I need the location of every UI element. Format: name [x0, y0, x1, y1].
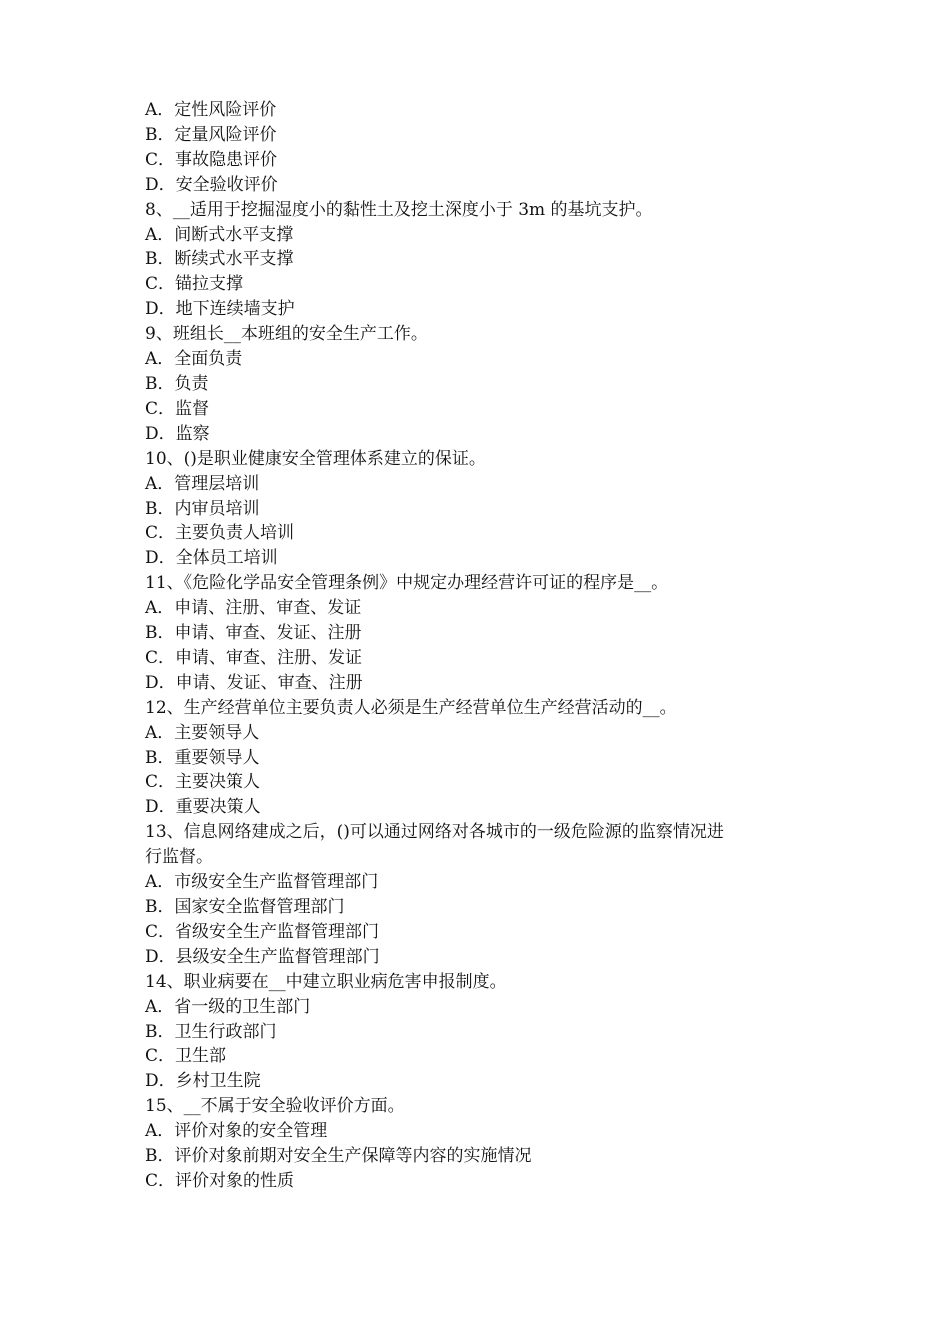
answer-option: A．定性风险评价 — [145, 100, 277, 120]
answer-option: B．评价对象前期对安全生产保障等内容的实施情况 — [145, 1146, 532, 1167]
answer-option: D．安全验收评价 — [145, 174, 278, 195]
answer-option: C．锚拉支撑 — [145, 274, 244, 295]
answer-option: A．申请、注册、审查、发证 — [145, 598, 362, 619]
answer-option: C．事故隐患评价 — [145, 149, 278, 170]
question-text: 12、生产经营单位主要负责人必须是生产经营单位生产经营活动的__。 — [145, 697, 677, 718]
question-text: 10、()是职业健康安全管理体系建立的保证。 — [145, 448, 486, 469]
answer-option: B．国家安全监督管理部门 — [145, 897, 345, 917]
question-text: 14、职业病要在__中建立职业病危害申报制度。 — [145, 971, 507, 992]
answer-option: A．主要领导人 — [145, 722, 260, 743]
answer-option: C．监督 — [145, 398, 210, 419]
question-text: 13、信息网络建成之后，()可以通过网络对各城市的一级危险源的监察情况进 — [145, 822, 724, 843]
document-page — [145, 98, 825, 1194]
answer-option: D．申请、发证、审查、注册 — [145, 672, 363, 693]
answer-option: D．县级安全生产监督管理部门 — [145, 946, 380, 967]
question-text: 9、班组长__本班组的安全生产工作。 — [145, 324, 428, 345]
answer-option: B．定量风险评价 — [145, 124, 277, 145]
answer-option: A．间断式水平支撑 — [145, 224, 294, 245]
question-text: 行监督。 — [145, 847, 213, 868]
answer-option: D．地下连续墙支护 — [145, 299, 295, 320]
answer-option: D．全体员工培训 — [145, 548, 278, 569]
answer-option: D．重要决策人 — [145, 797, 261, 818]
answer-option: B．卫生行政部门 — [145, 1021, 277, 1042]
answer-option: C．评价对象的性质 — [145, 1170, 295, 1191]
answer-option: B．重要领导人 — [145, 747, 260, 768]
answer-option: C．卫生部 — [145, 1046, 227, 1067]
answer-option: A．省一级的卫生部门 — [145, 996, 311, 1017]
question-text: 8、__适用于挖掘湿度小的黏性土及挖土深度小于 3m 的基坑支护。 — [145, 199, 653, 220]
answer-option: C．主要负责人培训 — [145, 523, 295, 544]
answer-option: B．申请、审查、发证、注册 — [145, 623, 362, 644]
answer-option: D．监察 — [145, 423, 210, 444]
answer-option: B．内审员培训 — [145, 498, 260, 519]
answer-option: B．断续式水平支撑 — [145, 249, 294, 270]
answer-option: A．全面负责 — [145, 349, 243, 370]
question-list — [145, 98, 825, 1194]
answer-option: C．主要决策人 — [145, 772, 261, 793]
answer-option: D．乡村卫生院 — [145, 1071, 261, 1092]
question-text: 15、__不属于安全验收评价方面。 — [145, 1096, 405, 1117]
answer-option: C．省级安全生产监督管理部门 — [145, 921, 380, 942]
question-text: 11、《危险化学品安全管理条例》中规定办理经营许可证的程序是__。 — [145, 573, 669, 594]
answer-option: A．市级安全生产监督管理部门 — [145, 872, 379, 893]
answer-option: C．申请、审查、注册、发证 — [145, 647, 363, 668]
answer-option: B．负责 — [145, 373, 209, 394]
answer-option: A．评价对象的安全管理 — [145, 1121, 328, 1142]
answer-option: A．管理层培训 — [145, 473, 260, 494]
